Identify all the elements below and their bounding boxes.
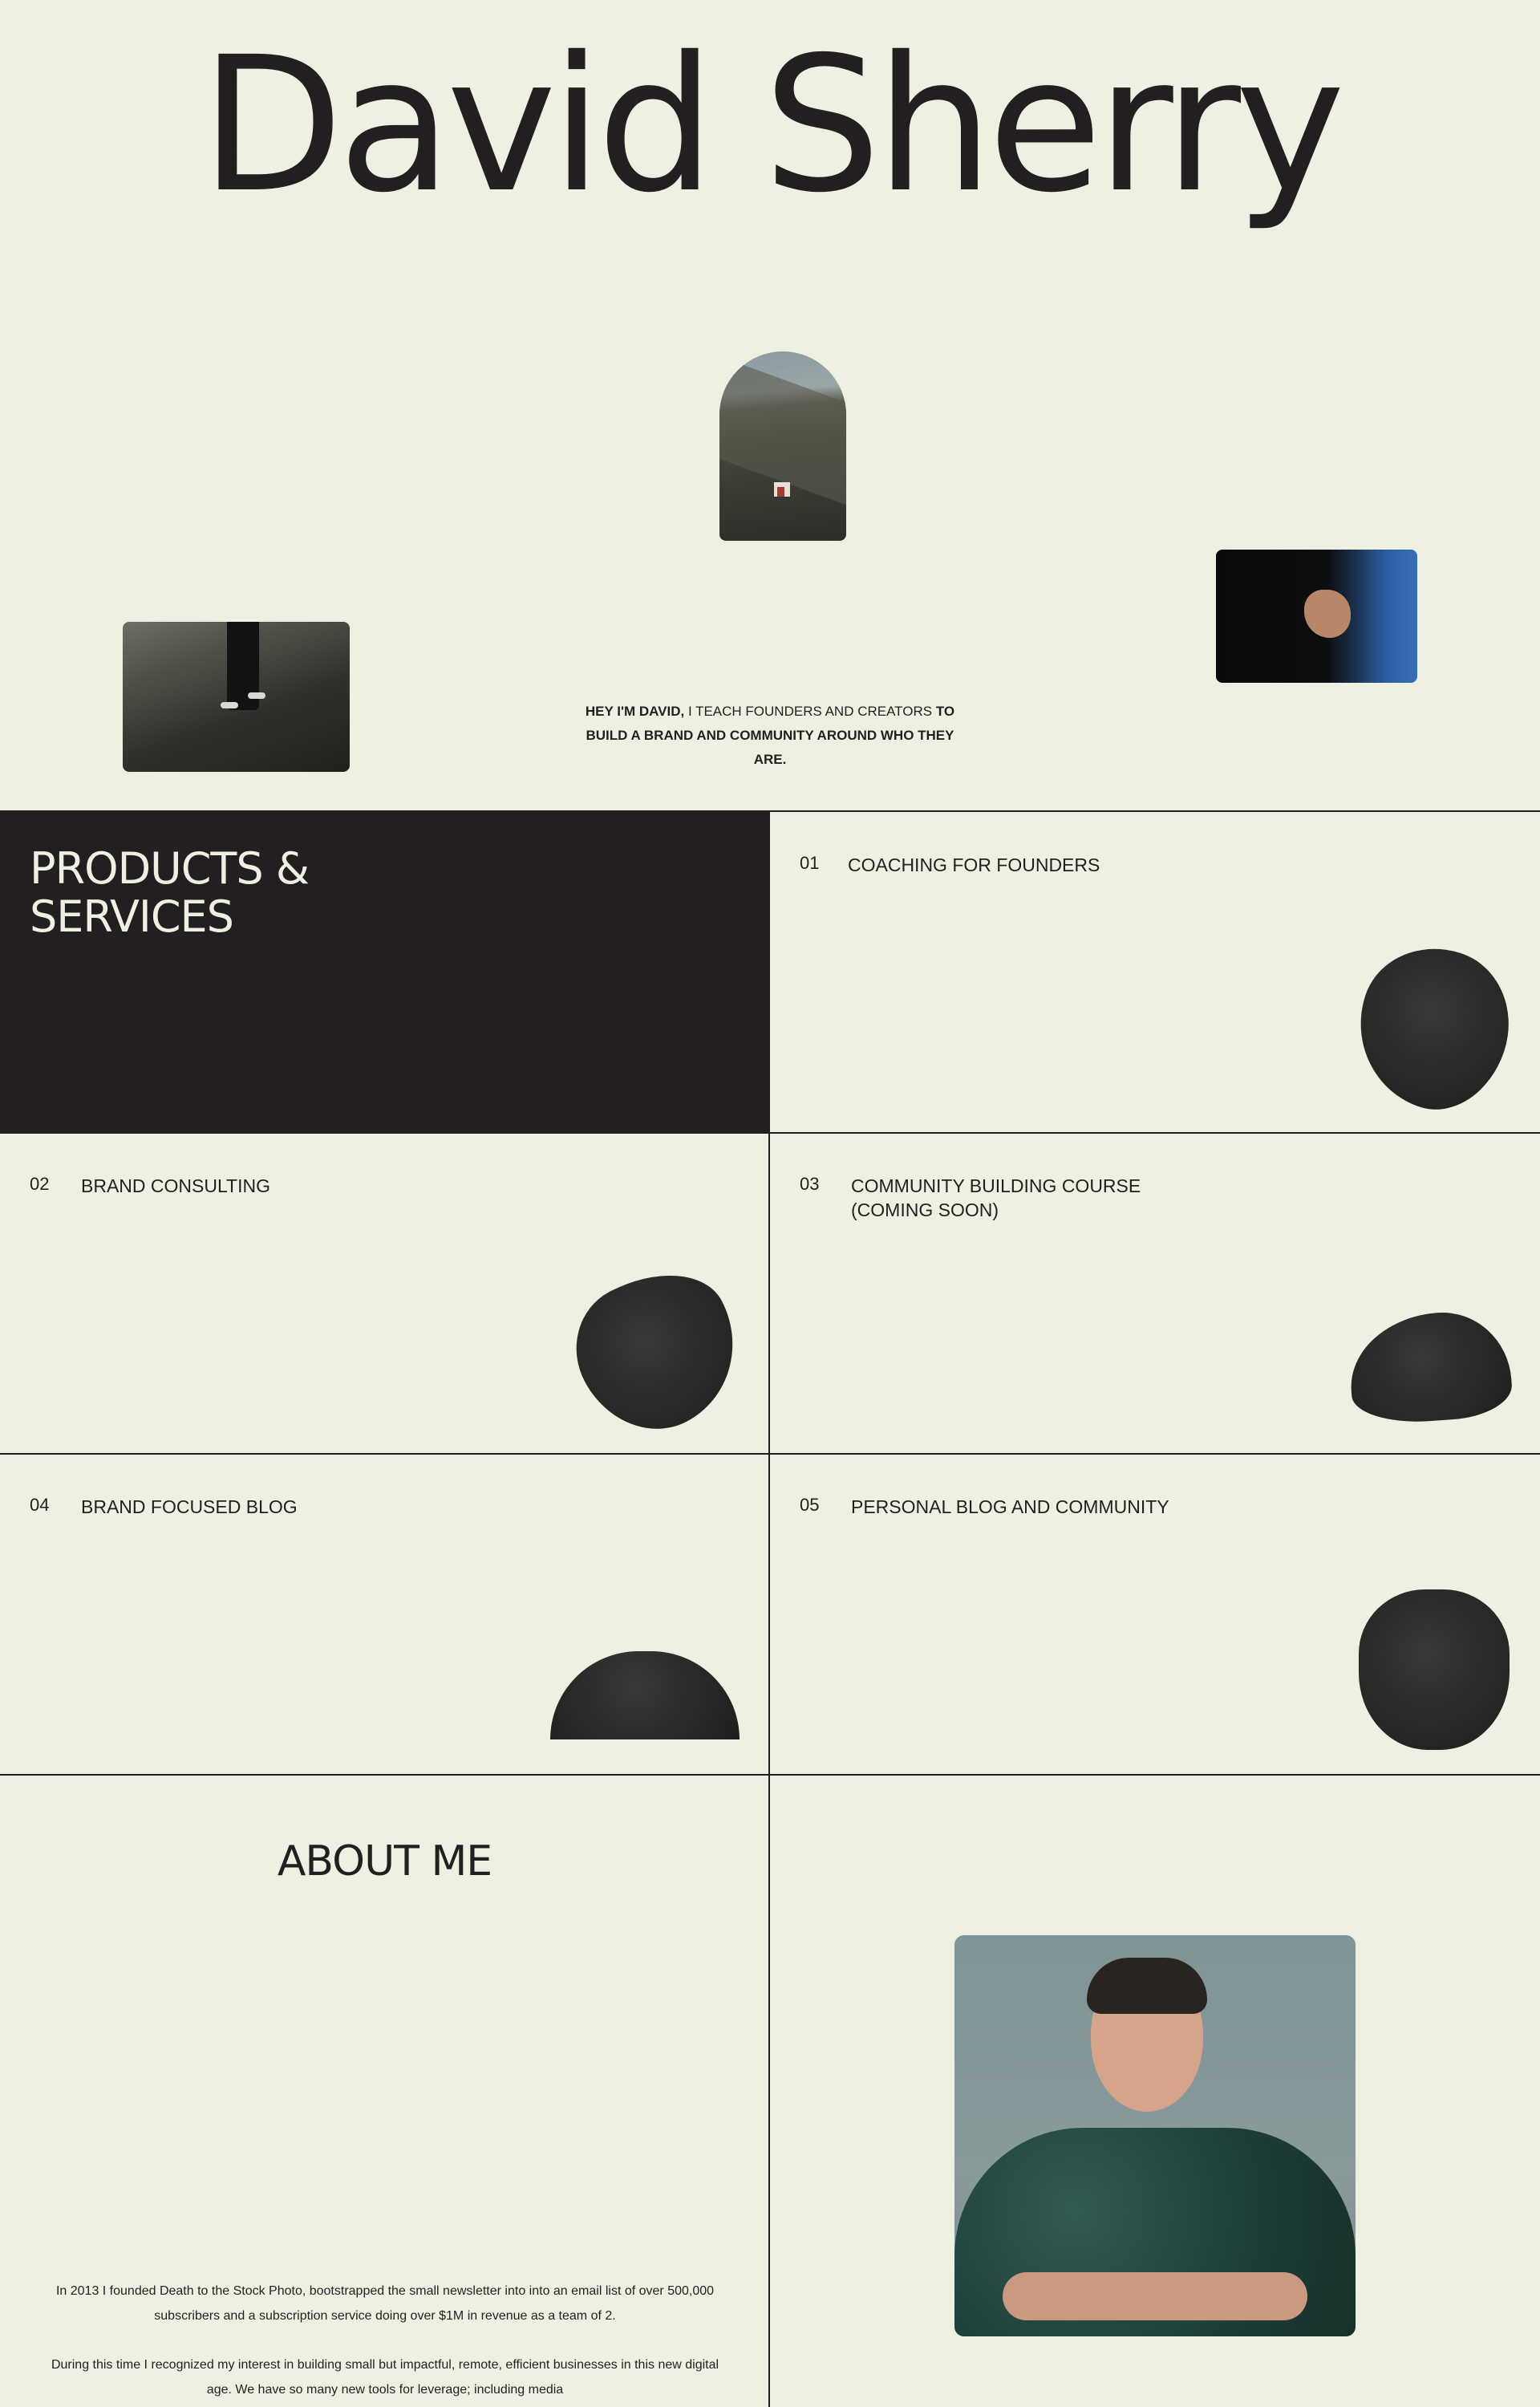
intro-bold-1: HEY I'M DAVID, <box>585 704 685 719</box>
product-title: PERSONAL BLOG AND COMMUNITY <box>851 1496 1169 1517</box>
hero-photo-runner <box>123 622 350 772</box>
product-title: BRAND FOCUSED BLOG <box>81 1496 298 1517</box>
product-blob-graphic <box>1338 929 1529 1126</box>
products-heading-panel <box>0 811 769 1133</box>
divider <box>0 1774 1540 1776</box>
product-number: 05 <box>800 1495 820 1515</box>
runner-shoe-shape <box>221 702 238 708</box>
hair-shape <box>1087 1958 1207 2014</box>
about-paragraph: In 2013 I founded Death to the Stock Photo, bootstrapped the small newsletter into into an email list of over 500,000 subscribers and a subscription service doing over $1M in revenue as a team of 2. <box>55 2284 715 2323</box>
product-blob-graphic <box>1347 1308 1514 1427</box>
hero-photo-hands <box>1216 550 1417 683</box>
product-number: 04 <box>30 1495 50 1515</box>
site-title: David Sherry <box>200 17 1340 233</box>
intro-bold-2: TO BUILD A BRAND AND COMMUNITY AROUND WHO THEY ARE. <box>586 704 955 767</box>
product-title: COACHING FOR FOUNDERS <box>848 854 1100 875</box>
divider <box>0 1453 1540 1455</box>
runner-shoe-shape <box>248 692 265 699</box>
hands-shape <box>1304 590 1351 638</box>
products-heading: PRODUCTS & SERVICES <box>30 843 309 942</box>
about-paragraph: During this time I recognized my interest in building small but impactful, remote, efficient businesses in this new digital age. We have so many new tools for leverage; including media <box>51 2358 719 2397</box>
hero-intro <box>569 700 971 772</box>
about-body <box>48 2279 722 2402</box>
product-blob-graphic <box>550 1651 740 1739</box>
product-title: COMMUNITY BUILDING COURSE (COMING SOON) <box>851 1175 1141 1220</box>
arms-shape <box>1003 2272 1307 2320</box>
product-title: BRAND CONSULTING <box>81 1175 270 1196</box>
product-blob-graphic <box>1359 1589 1510 1750</box>
hero-photo-arch-hillside <box>719 351 846 541</box>
product-number: 02 <box>30 1174 50 1194</box>
hut-shape <box>774 482 790 497</box>
about-heading: ABOUT ME <box>277 1837 492 1885</box>
intro-light: I TEACH FOUNDERS AND CREATORS <box>684 704 936 719</box>
product-number: 01 <box>800 853 820 873</box>
portrait-photo <box>954 1935 1356 2336</box>
product-blob-graphic <box>553 1248 764 1455</box>
product-number: 03 <box>800 1174 820 1194</box>
